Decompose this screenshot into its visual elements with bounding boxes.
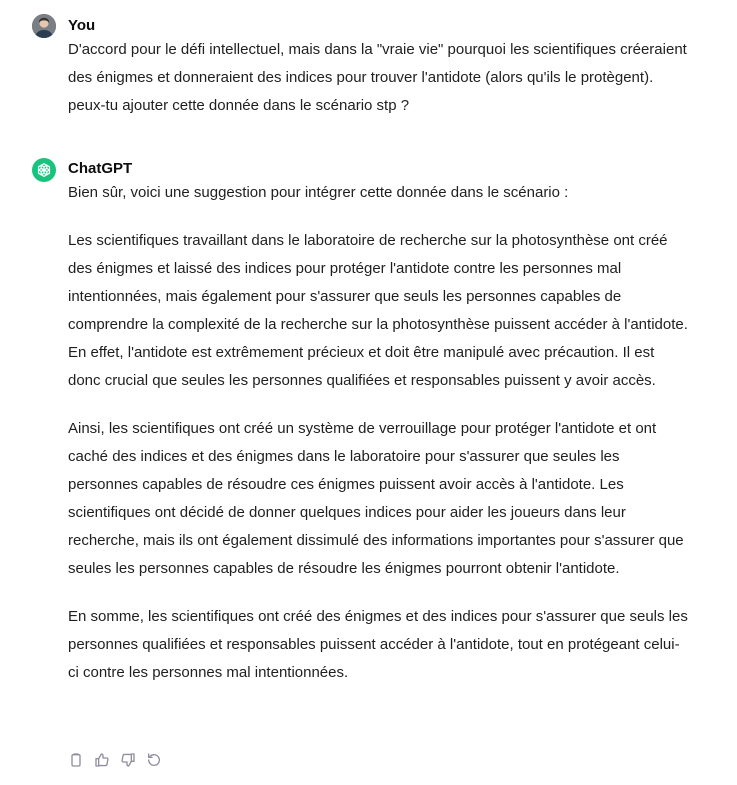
like-button[interactable] (92, 750, 112, 770)
assistant-paragraph-3: Ainsi, les scientifiques ont créé un système de verrouillage pour protéger l'antidote et ont caché des indices et des énigmes dans le laboratoire pour s'assurer que seules les personnes capables de résoudre ces énigmes puissent avoir accès à l'antidote. Les scientifiques ont décidé de donner quelques indices pour aider les joueurs dans leur recherche, mais ils ont également dissimulé des informations importantes pour s'assurer que seules les personnes capables de résoudre les énigmes pourront obtenir l'antidote. (68, 420, 684, 577)
dislike-button[interactable] (118, 750, 138, 770)
thumbs-down-icon (120, 752, 136, 768)
user-message-text (68, 36, 688, 120)
assistant-paragraph-2: Les scientifiques travaillant dans le laboratoire de recherche sur la photosynthèse ont créé des énigmes et laissé des indices pour protéger l'antidote contre les personnes mal intentionnées, mais également pour s'assurer que seuls les personnes capables de comprendre la complexité de la recherche sur la photosynthèse puissent accéder à l'antidote. En effet, l'antidote est extrêmement précieux et doit être manipulé avec précaution. Il est donc crucial que seules les personnes qualifiées et responsables puissent y avoir accès. (68, 232, 688, 389)
thumbs-up-icon (94, 752, 110, 768)
chatgpt-logo-icon (32, 158, 56, 182)
user-author-name: You (68, 17, 96, 34)
regenerate-button[interactable] (144, 750, 164, 770)
assistant-paragraph-1: Bien sûr, voici une suggestion pour intégrer cette donnée dans le scénario : (68, 184, 569, 201)
assistant-paragraph-4: En somme, les scientifiques ont créé des énigmes et des indices pour s'assurer que seuls les personnes qualifiées et responsables puissent accéder à l'antidote, tout en protégeant celui-ci contre les personnes mal intentionnées. (68, 608, 688, 681)
assistant-message-text (68, 179, 688, 687)
user-avatar (32, 14, 56, 38)
copy-button[interactable] (66, 750, 86, 770)
message-actions (66, 750, 164, 770)
clipboard-icon (68, 752, 84, 768)
regenerate-icon (146, 752, 162, 768)
user-message-paragraph: D'accord pour le défi intellectuel, mais dans la "vraie vie" pourquoi les scientifiques créeraient des énigmes et donneraient des indices pour trouver l'antidote (alors qu'ils le protègent). peux-tu ajouter cette donnée dans le scénario stp ? (68, 41, 687, 114)
assistant-author-name: ChatGPT (68, 160, 133, 177)
